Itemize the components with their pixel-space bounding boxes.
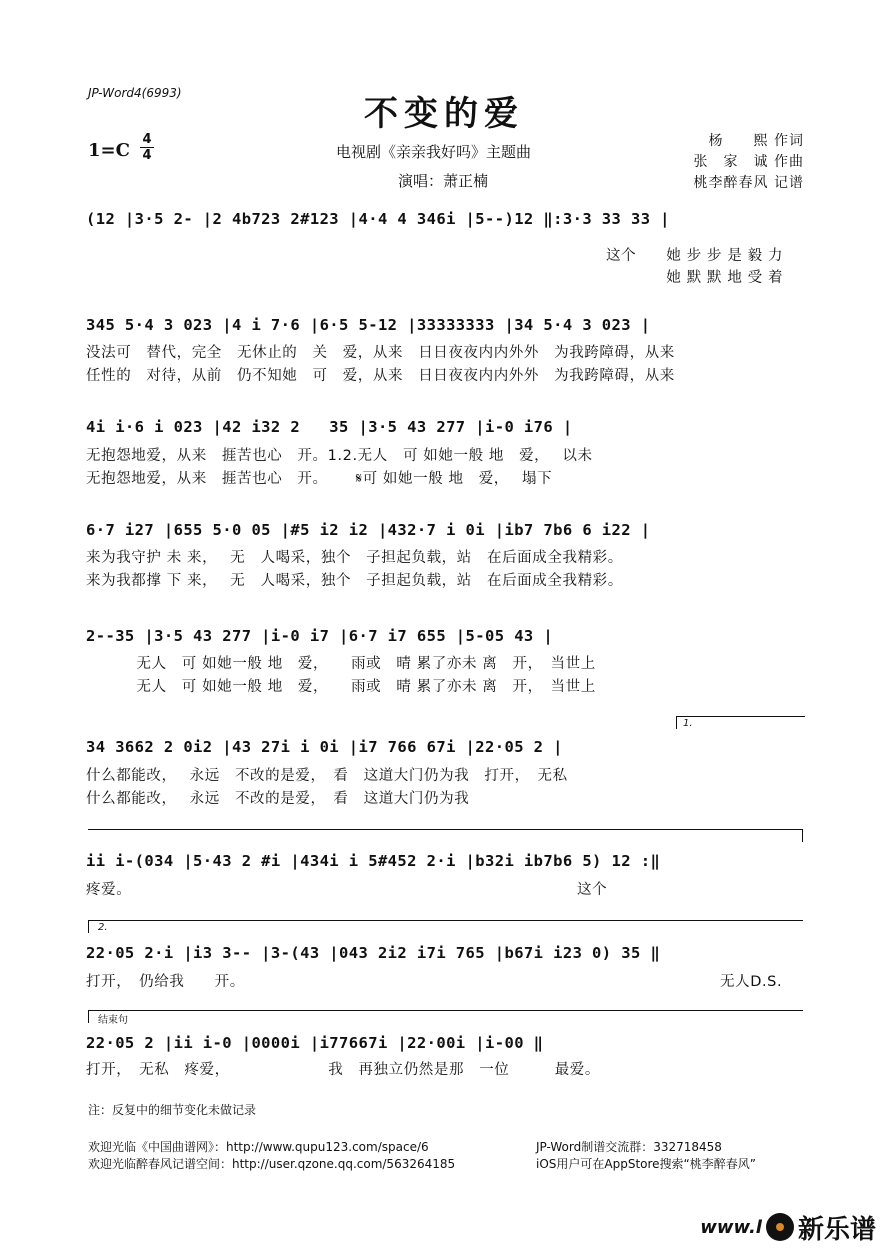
notation-line-7: ii i-(034 |5·43 2 #i |434i i 5#452 2·i |b32i ib7b6 5) 12 :‖ xyxy=(86,852,661,870)
key-signature: 1=C xyxy=(88,140,130,161)
footer-appstore: iOS用户可在AppStore搜索“桃李醉春风” xyxy=(536,1157,756,1171)
software-label: JP-Word4(6993) xyxy=(88,86,182,100)
lyric-3b: 无抱怨地爱，从来 捱苦也心 开。 𝄋可 如她一般 地 爱， 塌下 xyxy=(86,471,553,487)
notation-line-8: 22·05 2·i |i3 3-- |3-(43 |043 2i2 i7i 765 |b67i i23 0) 35 ‖ xyxy=(86,944,661,962)
lyric-4a: 来为我守护 未 来， 无 人喝采，独个 子担起负载，站 在后面成全我精彩。 xyxy=(86,550,623,566)
logo-brand: 新乐谱 xyxy=(797,1214,876,1245)
credits xyxy=(694,131,804,194)
lyric-2b: 任性的 对待，从前 仍不知她 可 爱，从来 日日夜夜内内外外 为我跨障碍，从来 xyxy=(86,368,675,384)
footer-right xyxy=(536,1139,756,1173)
volta-first-continued xyxy=(88,829,803,842)
lyric-6b: 什么都能改， 永远 不改的是爱， 看 这道大门仍为我 xyxy=(86,791,470,807)
vinyl-icon xyxy=(766,1213,794,1241)
song-title: 不变的爱 xyxy=(364,94,524,134)
footer-left xyxy=(88,1139,455,1173)
notation-line-1: (12 |3·5 2- |2 4b723 2#123 |4·4 4 346i |5--)12 ‖:3·3 33 33 | xyxy=(86,210,670,228)
ds-marker: 无人D.S. xyxy=(720,974,783,990)
site-logo xyxy=(700,1208,876,1246)
time-numerator: 4 xyxy=(142,132,152,147)
footer-group: JP-Word制谱交流群：332718458 xyxy=(536,1140,722,1154)
footer-link-qupu[interactable]: 欢迎光临《中国曲谱网》：http://www.qupu123.com/space/6 xyxy=(88,1140,429,1154)
lyric-4b: 来为我都撑 下 来， 无 人喝采，独个 子担起负载，站 在后面成全我精彩。 xyxy=(86,573,623,589)
lyric-5b: 无人 可 如她一般 地 爱， 雨或 晴 累了亦未 离 开， 当世上 xyxy=(86,679,596,695)
notation-line-9: 22·05 2 |ii i-0 |0000i |i77667i |22·00i |i-00 ‖ xyxy=(86,1034,544,1052)
lyricist: 杨 熙 作词 xyxy=(708,133,804,149)
logo-www: www.l xyxy=(700,1216,762,1238)
notation-line-5: 2--35 |3·5 43 277 |i-0 i7 |6·7 i7 655 |5-05 43 | xyxy=(86,627,554,645)
lyric-1b: 她 默 默 地 受 着 xyxy=(606,270,784,286)
volta-second-label: 2. xyxy=(98,922,108,933)
subtitle: 电视剧《亲亲我好吗》主题曲 xyxy=(336,143,532,161)
footnote: 注：反复中的细节变化未做记录 xyxy=(88,1103,257,1117)
volta-first xyxy=(676,716,805,729)
notation-line-3: 4i i·6 i 023 |42 i32 2 35 |3·5 43 277 |i-0 i76 | xyxy=(86,418,573,436)
performer: 演唱：萧正楠 xyxy=(398,172,489,190)
transcriber: 桃李醉春风 记谱 xyxy=(693,175,804,191)
lyric-5a: 无人 可 如她一般 地 爱， 雨或 晴 累了亦未 离 开， 当世上 xyxy=(86,656,596,672)
notation-line-4: 6·7 i27 |655 5·0 05 |#5 i2 i2 |432·7 i 0i |ib7 7b6 6 i22 | xyxy=(86,521,651,539)
volta-second xyxy=(88,920,803,933)
volta-first-label: 1. xyxy=(683,718,693,729)
lyric-8a: 打开， 仍给我 开。 xyxy=(86,974,245,990)
lyric-7a: 疼爱。 这个 xyxy=(86,882,608,898)
time-signature xyxy=(140,132,154,163)
lyric-2a: 没法可 替代，完全 无休止的 关 爱，从来 日日夜夜内内外外 为我跨障碍，从来 xyxy=(86,345,675,361)
coda-label: 结束句 xyxy=(98,1015,128,1026)
lyric-6a: 什么都能改， 永远 不改的是爱， 看 这道大门仍为我 打开， 无私 xyxy=(86,768,568,784)
notation-line-2: 345 5·4 3 023 |4 i 7·6 |6·5 5-12 |33333333 |34 5·4 3 023 | xyxy=(86,316,651,334)
lyric-9a: 打开， 无私 疼爱， 我 再独立仍然是那 一位 最爱。 xyxy=(86,1062,600,1078)
lyric-1a: 这个 她 步 步 是 毅 力 xyxy=(606,248,784,264)
time-denominator: 4 xyxy=(140,147,154,163)
volta-coda xyxy=(88,1010,803,1023)
composer: 张 家 诚 作曲 xyxy=(693,154,804,170)
lyric-3a: 无抱怨地爱，从来 捱苦也心 开。1.2.无人 可 如她一般 地 爱， 以未 xyxy=(86,448,593,464)
footer-link-qzone[interactable]: 欢迎光临醉春风记谱空间：http://user.qzone.qq.com/563264185 xyxy=(88,1157,456,1171)
notation-line-6: 34 3662 2 0i2 |43 27i i 0i |i7 766 67i |22·05 2 | xyxy=(86,738,563,756)
